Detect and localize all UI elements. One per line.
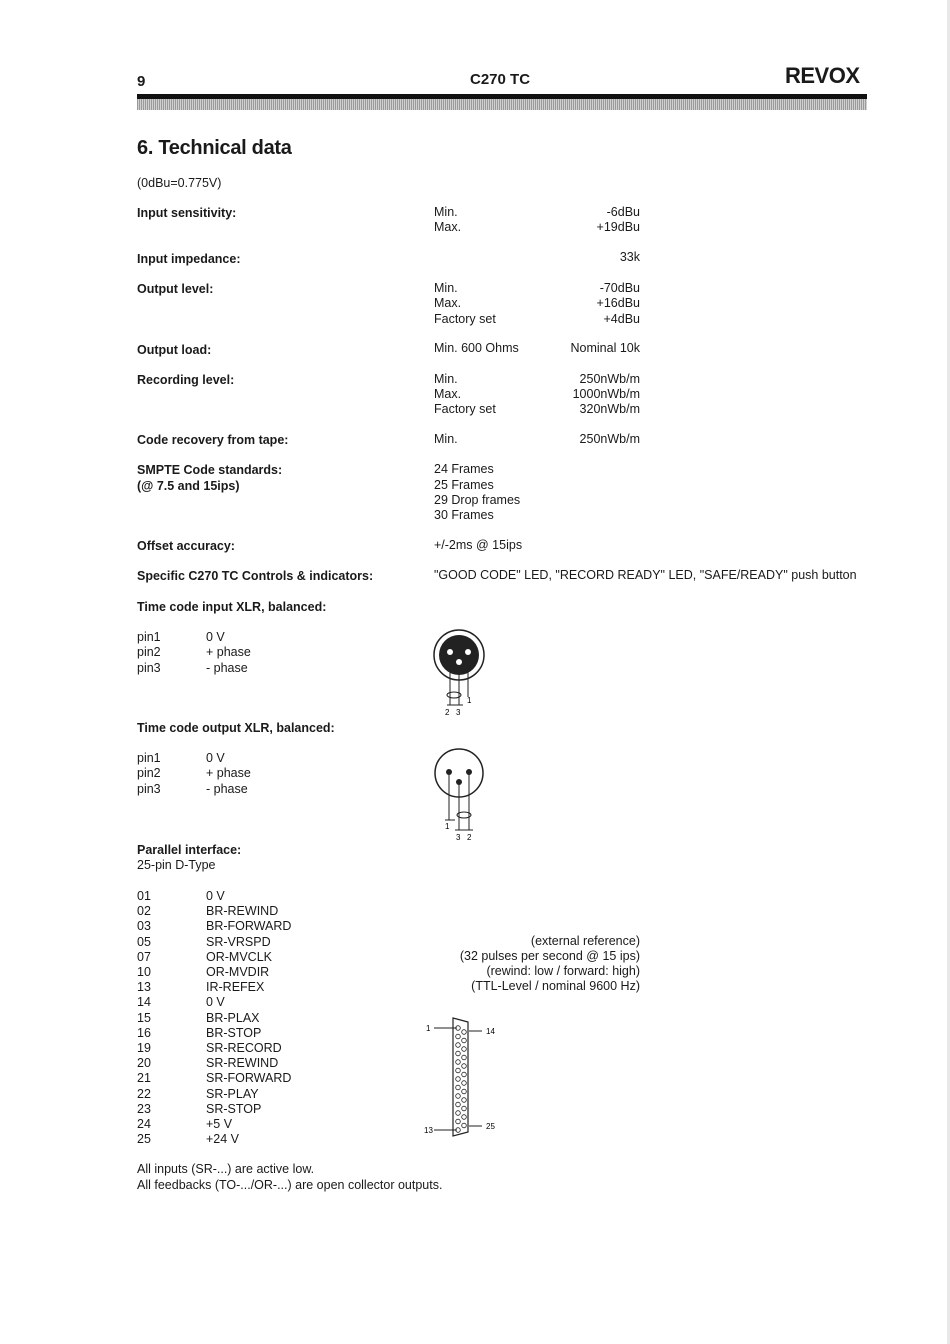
model-name: C270 TC <box>470 71 531 88</box>
dsub-pin <box>456 1034 461 1039</box>
spec-value: +16dBu <box>596 296 640 310</box>
parallel-pin-signal: BR-STOP <box>206 1026 262 1040</box>
controls-label: Specific C270 TC Controls & indicators: <box>137 569 374 583</box>
dsub-pin <box>456 1043 461 1048</box>
xlr-male-diagram <box>425 745 495 842</box>
output-level-label: Output level: <box>137 282 214 296</box>
spec-value: 250nWb/m <box>579 432 640 446</box>
spec-value: +19dBu <box>596 220 640 234</box>
spec-value: Nominal 10k <box>570 341 640 355</box>
pin-note: (rewind: low / forward: high) <box>486 964 640 978</box>
connector-label: 14 <box>486 1027 495 1036</box>
spec-key: Min. <box>434 372 458 386</box>
spec-key: Factory set <box>434 402 496 416</box>
dsub-pin <box>462 1047 467 1052</box>
pin-function: - phase <box>206 661 248 675</box>
offset-accuracy-label: Offset accuracy: <box>137 539 235 553</box>
xlr-female-diagram <box>425 625 495 720</box>
parallel-pin-number: 05 <box>137 935 151 949</box>
spec-key: Min. 600 Ohms <box>434 341 519 355</box>
smpte-value: 30 Frames <box>434 508 494 522</box>
parallel-pin-number: 02 <box>137 904 151 918</box>
parallel-pin-number: 19 <box>137 1041 151 1055</box>
spec-value: -6dBu <box>606 205 640 219</box>
dsub-pin <box>456 1102 461 1107</box>
dsub-pin <box>462 1072 467 1077</box>
diagram-pin-label: 3 <box>456 833 461 842</box>
connector-label: 25 <box>486 1122 495 1131</box>
footnote: All inputs (SR-...) are active low. <box>137 1162 315 1176</box>
parallel-pin-number: 13 <box>137 980 151 994</box>
dsub-pin <box>462 1030 467 1035</box>
parallel-pin-number: 14 <box>137 995 151 1009</box>
recording-level-label: Recording level: <box>137 373 235 387</box>
pin-note: (32 pulses per second @ 15 ips) <box>459 949 640 963</box>
parallel-pin-number: 01 <box>137 889 151 903</box>
pin-function: 0 V <box>206 751 225 765</box>
pin-note: (TTL-Level / nominal 9600 Hz) <box>471 979 640 993</box>
parallel-pin-signal: SR-FORWARD <box>206 1071 292 1085</box>
parallel-pin-number: 20 <box>137 1056 151 1070</box>
parallel-pin-signal: 0 V <box>206 889 225 903</box>
parallel-pin-number: 23 <box>137 1102 151 1116</box>
dsub-pin <box>456 1119 461 1124</box>
dsub-pin <box>462 1055 467 1060</box>
offset-accuracy-value: +/-2ms @ 15ips <box>434 538 523 552</box>
parallel-label: Parallel interface: <box>137 843 242 857</box>
smpte-value: 25 Frames <box>434 478 494 492</box>
diagram-pin-label: 3 <box>456 708 461 717</box>
spec-key: Min. <box>434 205 458 219</box>
parallel-pin-signal: IR-REFEX <box>206 980 265 994</box>
spec-value: 1000nWb/m <box>572 387 640 401</box>
dsub-pin <box>456 1051 461 1056</box>
dsub-pin <box>462 1089 467 1094</box>
connector-label: 1 <box>426 1024 431 1033</box>
parallel-pin-number: 15 <box>137 1011 151 1025</box>
reference-note: (0dBu=0.775V) <box>137 176 222 190</box>
spec-key: Min. <box>434 432 458 446</box>
smpte-sub: (@ 7.5 and 15ips) <box>137 479 240 493</box>
pin-name: pin1 <box>137 751 161 765</box>
dsub-pin <box>462 1123 467 1128</box>
spec-key: Factory set <box>434 312 496 326</box>
dsub-pin <box>456 1094 461 1099</box>
section-title: 6. Technical data <box>137 137 292 159</box>
parallel-pin-number: 24 <box>137 1117 151 1131</box>
dsub-pin <box>462 1115 467 1120</box>
dsub-pin <box>456 1060 461 1065</box>
pin-name: pin2 <box>137 766 161 780</box>
diagram-pin-label: 2 <box>467 833 472 842</box>
parallel-pin-signal: OR-MVDIR <box>206 965 270 979</box>
pin-function: - phase <box>206 782 248 796</box>
parallel-pin-signal: +24 V <box>206 1132 240 1146</box>
parallel-pin-number: 21 <box>137 1071 151 1085</box>
controls-value: "GOOD CODE" LED, "RECORD READY" LED, "SAFE/READY" push button <box>434 568 857 582</box>
spec-key: Max. <box>434 387 462 401</box>
diagram-pin-label: 1 <box>445 822 450 831</box>
dsub-pin <box>462 1098 467 1103</box>
parallel-pin-signal: SR-STOP <box>206 1102 262 1116</box>
tc-input-label: Time code input XLR, balanced: <box>137 600 327 614</box>
dsub-pin <box>456 1085 461 1090</box>
pin-function: + phase <box>206 645 251 659</box>
diagram-pin-label: 2 <box>445 708 450 717</box>
spec-key: Min. <box>434 281 458 295</box>
parallel-pin-number: 25 <box>137 1132 151 1146</box>
smpte-value: 24 Frames <box>434 462 494 476</box>
input-sensitivity-label: Input sensitivity: <box>137 206 237 220</box>
pin-note: (external reference) <box>530 934 640 948</box>
parallel-pin-signal: BR-PLAX <box>206 1011 260 1025</box>
pin-name: pin3 <box>137 661 161 675</box>
spec-value: -70dBu <box>599 281 640 295</box>
parallel-pin-number: 10 <box>137 965 151 979</box>
connector-label: 13 <box>424 1126 433 1135</box>
parallel-pin-signal: +5 V <box>206 1117 233 1131</box>
footnote: All feedbacks (TO-.../OR-...) are open collector outputs. <box>137 1178 443 1192</box>
pin-name: pin2 <box>137 645 161 659</box>
page-number: 9 <box>137 73 146 90</box>
parallel-pin-number: 22 <box>137 1087 151 1101</box>
code-recovery-label: Code recovery from tape: <box>137 433 289 447</box>
dsub-pin <box>462 1038 467 1043</box>
parallel-pin-signal: OR-MVCLK <box>206 950 272 964</box>
parallel-pin-signal: SR-PLAY <box>206 1087 259 1101</box>
smpte-label: SMPTE Code standards: <box>137 463 283 477</box>
dsub25-connector-diagram <box>420 1012 500 1142</box>
parallel-pin-signal: BR-FORWARD <box>206 919 292 933</box>
header-rule <box>137 94 867 110</box>
pin-function: + phase <box>206 766 251 780</box>
parallel-pin-signal: SR-RECORD <box>206 1041 282 1055</box>
diagram-pin-label: 1 <box>467 696 472 705</box>
spec-value: 33k <box>619 250 640 264</box>
pin-name: pin3 <box>137 782 161 796</box>
dsub-pin <box>462 1081 467 1086</box>
spec-key: Max. <box>434 296 462 310</box>
parallel-sub: 25-pin D-Type <box>137 858 216 872</box>
dsub-pin <box>456 1077 461 1082</box>
spec-key: Max. <box>434 220 462 234</box>
pin-name: pin1 <box>137 630 161 644</box>
parallel-pin-signal: 0 V <box>206 995 225 1009</box>
pin-function: 0 V <box>206 630 225 644</box>
parallel-pin-signal: SR-VRSPD <box>206 935 271 949</box>
dsub-pin <box>462 1064 467 1069</box>
parallel-pin-number: 07 <box>137 950 151 964</box>
parallel-pin-number: 16 <box>137 1026 151 1040</box>
brand-logo: REVOX <box>785 63 860 88</box>
parallel-pin-number: 03 <box>137 919 151 933</box>
tc-output-label: Time code output XLR, balanced: <box>137 721 335 735</box>
output-load-label: Output load: <box>137 343 212 357</box>
spec-value: +4dBu <box>603 312 640 326</box>
dsub-pin <box>456 1068 461 1073</box>
dsub-pin <box>462 1106 467 1111</box>
spec-value: 320nWb/m <box>579 402 640 416</box>
smpte-value: 29 Drop frames <box>434 493 521 507</box>
dsub-pin <box>456 1111 461 1116</box>
spec-value: 250nWb/m <box>579 372 640 386</box>
parallel-pin-signal: BR-REWIND <box>206 904 279 918</box>
parallel-pin-signal: SR-REWIND <box>206 1056 279 1070</box>
input-impedance-label: Input impedance: <box>137 252 241 266</box>
